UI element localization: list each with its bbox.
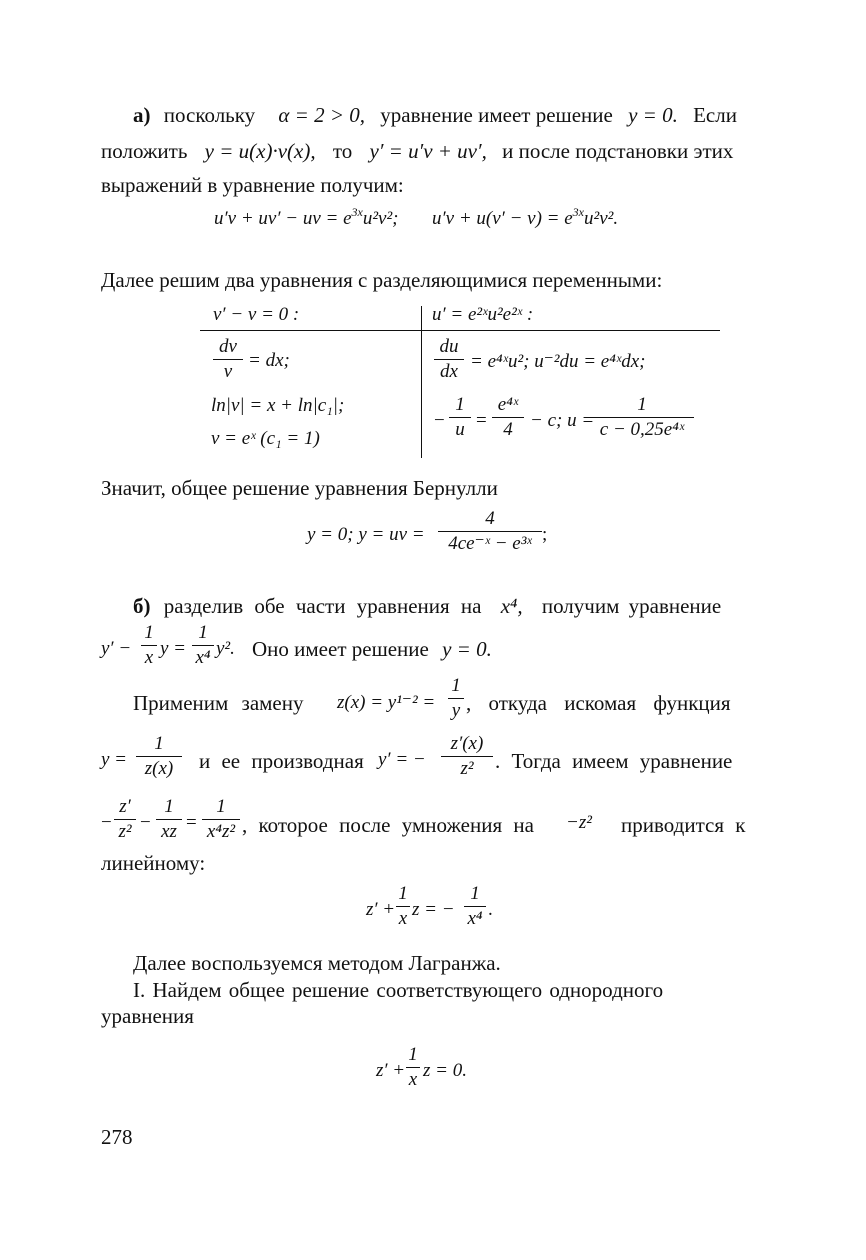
step1-line1: I. Найдем общее решение соответствующего однородного xyxy=(133,978,664,1002)
subst-text4: . Тогда имеем уравнение xyxy=(495,749,733,773)
condition-alpha: α = 2 > 0, xyxy=(278,103,366,127)
b-eq-mid: y = xyxy=(160,638,187,659)
text-has-solution: уравнение имеет решение xyxy=(380,103,613,127)
text-has-solution-b: Оно имеет решение xyxy=(252,637,429,661)
table-left-header: v′ − v = 0 : xyxy=(213,304,300,325)
frac-den: x⁴z² xyxy=(206,821,236,842)
homog-end: z = 0. xyxy=(423,1060,467,1081)
equation-1-right xyxy=(432,205,619,230)
substitution-uv: y = u(x)·v(x), xyxy=(204,139,316,163)
subst-text7: линейному: xyxy=(101,851,206,875)
paragraph-b-line1 xyxy=(133,592,721,620)
frac-den: z² xyxy=(118,821,132,842)
frac-num: 4 xyxy=(485,508,495,529)
subst-eq-frac-a xyxy=(114,796,136,843)
frac-num: 1 xyxy=(451,675,461,696)
frac-bar xyxy=(464,906,486,907)
table-left-row1-frac xyxy=(213,336,243,383)
frac-bar xyxy=(202,819,240,820)
frac-bar xyxy=(492,417,524,418)
frac-den: x xyxy=(144,647,154,668)
frac-num: 1 xyxy=(470,883,480,904)
frac-num: dv xyxy=(219,336,237,357)
frac-bar xyxy=(141,645,157,646)
frac-num: z′(x) xyxy=(450,733,484,754)
frac-num: 1 xyxy=(398,883,408,904)
table-left-row3: v = eˣ (c₁ = 1) xyxy=(211,428,320,449)
table-right-row2-frac-b xyxy=(492,394,524,441)
page-number: 278 xyxy=(101,1125,133,1149)
frac-den: z(x) xyxy=(144,758,174,779)
frac-num: e⁴ˣ xyxy=(497,394,519,415)
linear-start: z′ + xyxy=(366,899,396,920)
table-header-rule xyxy=(200,330,720,331)
text-after-substitution: и после подстановки этих xyxy=(502,139,734,163)
subst-text1: Применим замену xyxy=(133,691,304,715)
frac-bar xyxy=(114,819,136,820)
subst-mult: −z² xyxy=(566,812,592,833)
linear-frac2 xyxy=(464,883,486,930)
frac-den: c − 0,25e⁴ˣ xyxy=(599,419,685,440)
frac-num: 1 xyxy=(164,796,174,817)
table-right-row2-eq: = xyxy=(476,410,487,431)
frac-bar xyxy=(213,359,243,360)
subst-text3: и ее производная xyxy=(199,749,364,773)
frac-den: z² xyxy=(460,758,474,779)
frac-bar xyxy=(434,359,464,360)
separable-intro: Далее решим два уравнения с разделяющимися переменными: xyxy=(101,268,663,292)
label-b: б) xyxy=(133,594,151,618)
frac-bar xyxy=(136,756,182,757)
table-right-header: u′ = e²ˣu²e²ˣ : xyxy=(432,304,534,325)
frac-num: 1 xyxy=(455,394,465,415)
linear-frac1 xyxy=(396,883,410,930)
frac-num: du xyxy=(439,336,459,357)
frac-num: 1 xyxy=(408,1044,418,1065)
subst-eq-minus: − xyxy=(101,812,112,833)
frac-den: xz xyxy=(161,821,177,842)
b-eq-frac1 xyxy=(141,622,157,669)
homog-start: z′ + xyxy=(376,1060,406,1081)
frac-bar xyxy=(406,1067,420,1068)
text-get-equation: получим уравнение xyxy=(541,594,722,618)
eq1-left-main: u′v + uv′ − uv = e xyxy=(214,208,352,229)
frac-num: 1 xyxy=(216,796,226,817)
frac-den: y xyxy=(451,700,461,721)
homog-frac xyxy=(406,1044,420,1091)
frac-num: 1 xyxy=(154,733,164,754)
eq1-left-exp: 3x xyxy=(351,205,363,219)
frac-den: x xyxy=(408,1069,418,1090)
general-solution-frac xyxy=(438,508,542,555)
general-solution-tail: ; xyxy=(542,524,548,545)
text-if: Если xyxy=(693,103,737,127)
frac-bar xyxy=(396,906,410,907)
frac-bar xyxy=(192,645,214,646)
table-right-row1-tail: = e⁴ˣu²; u⁻²du = e⁴ˣdx; xyxy=(470,351,646,372)
table-right-row2-mid: − c; u = xyxy=(530,410,595,431)
frac-num: 1 xyxy=(198,622,208,643)
subst-eq-frac-b xyxy=(156,796,182,843)
subst-y-frac xyxy=(136,733,182,780)
frac-den: u xyxy=(455,419,465,440)
frac-num: 1 xyxy=(144,622,154,643)
linear-mid: z = − xyxy=(412,899,455,920)
subst-yp-frac xyxy=(441,733,493,780)
eq1-right-tail: u²v². xyxy=(584,208,619,229)
paragraph-a-line2 xyxy=(101,137,733,165)
subst-yp-lhs: y′ = − xyxy=(378,749,426,770)
text-since: поскольку xyxy=(163,103,256,127)
table-left-row2: ln|v| = x + ln|c₁|; xyxy=(211,395,345,416)
lagrange-text: Далее воспользуемся методом Лагранжа. xyxy=(133,951,501,975)
subst-y-lhs: y = xyxy=(101,749,128,770)
frac-bar xyxy=(448,698,464,699)
solution-zero-b: y = 0. xyxy=(442,637,492,661)
general-solution-left: y = 0; y = uv = xyxy=(307,524,425,545)
table-left-row1-tail: = dx; xyxy=(248,350,290,371)
var-x4: x⁴, xyxy=(500,594,523,618)
text-then: то xyxy=(332,139,353,163)
frac-bar xyxy=(449,417,471,418)
table-divider xyxy=(421,306,422,458)
frac-den: dx xyxy=(440,361,458,382)
solution-zero: y = 0. xyxy=(628,103,678,127)
table-right-row2-minus: − xyxy=(434,410,445,431)
equation-1-left xyxy=(214,205,399,230)
frac-den: x xyxy=(398,908,408,929)
frac-den: 4ce⁻ˣ − e³ˣ xyxy=(448,533,532,554)
frac-num: z′ xyxy=(119,796,131,817)
subst-eq-minus2: − xyxy=(140,812,151,833)
frac-bar xyxy=(156,819,182,820)
paragraph-a-line1 xyxy=(133,101,737,129)
subst-eq-equals: = xyxy=(186,812,197,833)
linear-end: . xyxy=(488,899,493,920)
eq1-left-tail: u²v²; xyxy=(362,208,399,229)
text-divide: разделив обе части уравнения на xyxy=(163,594,482,618)
subst-eq-frac-c xyxy=(202,796,240,843)
subst-expr: z(x) = y¹⁻² = xyxy=(337,692,436,713)
b-eq-frac2 xyxy=(192,622,214,669)
derivative-uv: y′ = u′v + uv′, xyxy=(369,139,487,163)
frac-bar xyxy=(590,417,694,418)
b-eq-start: y′ − xyxy=(101,638,132,659)
eq1-right-exp: 3x xyxy=(572,205,584,219)
b-eq-end: y². xyxy=(216,638,235,659)
subst-text2: , откуда искомая функция xyxy=(466,691,731,715)
label-a: а) xyxy=(133,103,151,127)
table-right-row2-frac-c xyxy=(590,394,694,441)
eq1-right-main: u′v + u(v′ − v) = e xyxy=(432,208,573,229)
frac-num: 1 xyxy=(637,394,647,415)
frac-den: x⁴ xyxy=(195,647,211,668)
subst-text6: приводится к xyxy=(621,813,746,837)
subst-text5: , которое после умножения на xyxy=(242,813,534,837)
frac-den: v xyxy=(223,361,233,382)
subst-frac xyxy=(448,675,464,722)
step1-line2: уравнения xyxy=(101,1004,194,1028)
frac-bar xyxy=(438,531,542,532)
paragraph-a-line3: выражений в уравнение получим: xyxy=(101,173,404,197)
frac-den: x⁴ xyxy=(467,908,483,929)
frac-den: 4 xyxy=(503,419,513,440)
table-right-row2-frac-a xyxy=(449,394,471,441)
b-has-solution xyxy=(252,635,492,663)
text-put: положить xyxy=(101,139,188,163)
table-right-row1-frac xyxy=(434,336,464,383)
general-solution-text: Значит, общее решение уравнения Бернулли xyxy=(101,476,498,500)
frac-bar xyxy=(441,756,493,757)
